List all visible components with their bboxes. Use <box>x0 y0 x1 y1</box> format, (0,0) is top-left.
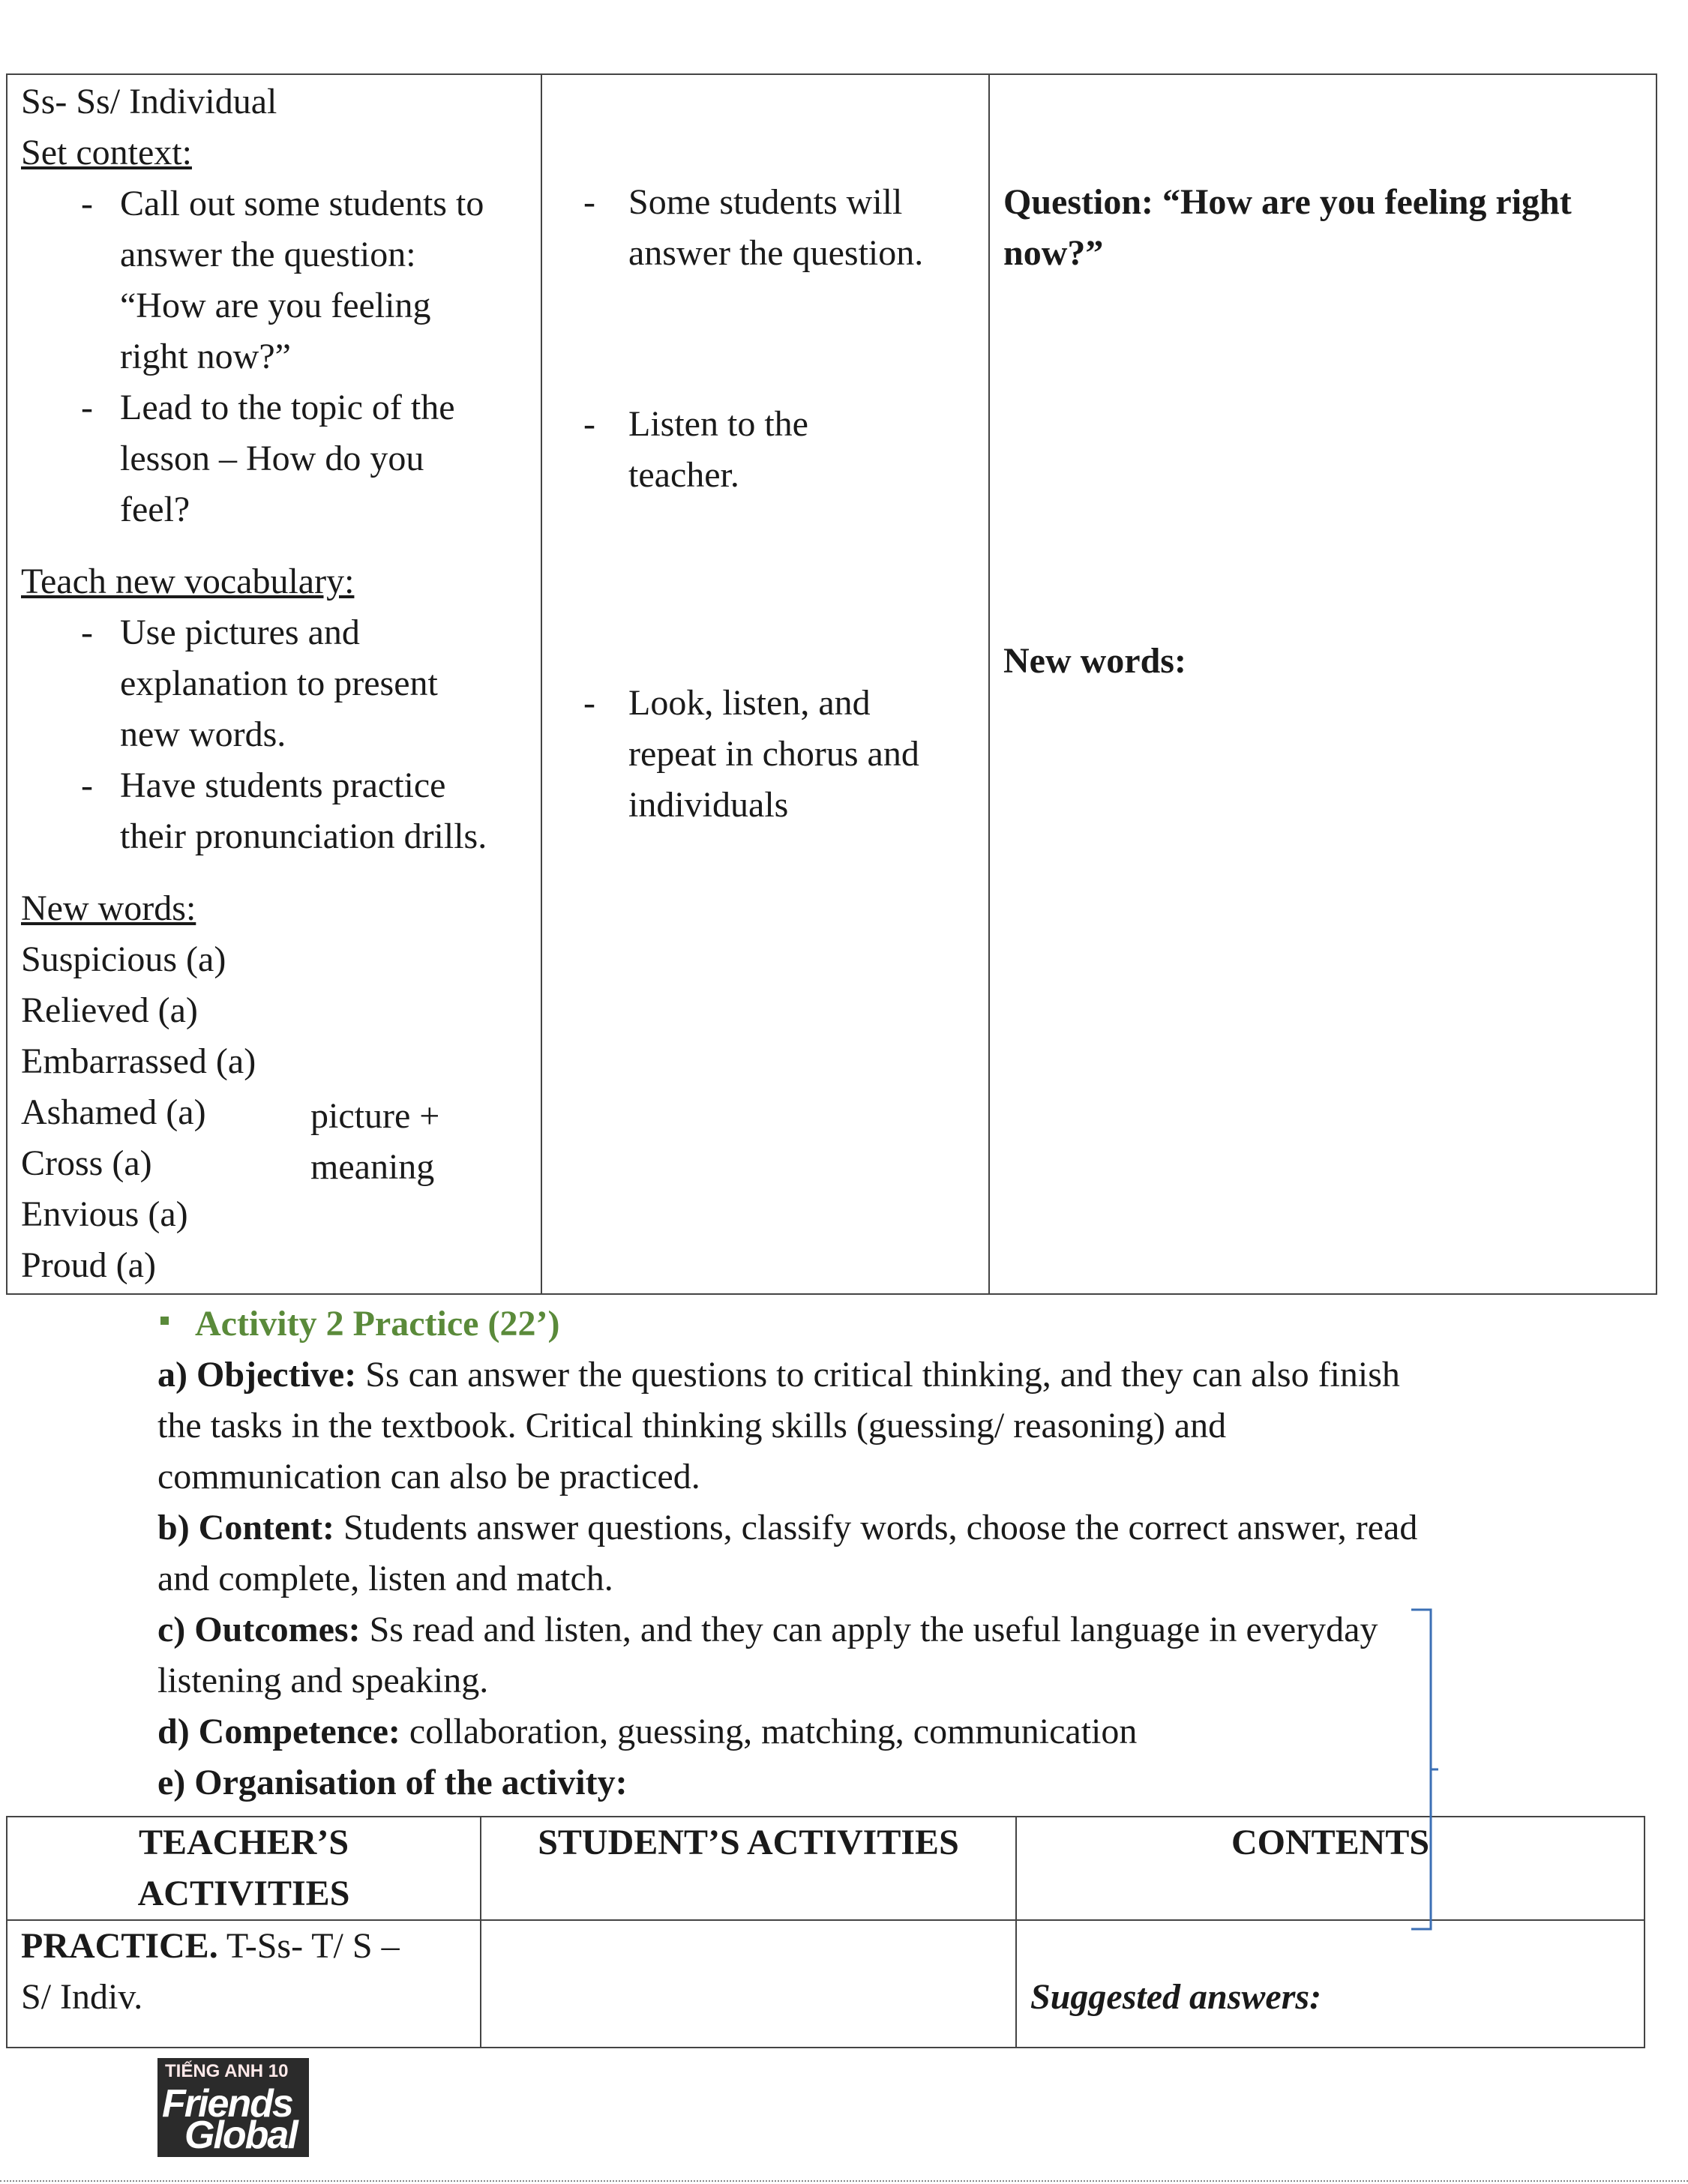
bullet-item: - Use pictures and explanation to present new words. <box>81 613 438 754</box>
student-activities-cell <box>541 74 989 1294</box>
new-words-heading: New words: <box>21 888 196 928</box>
square-bullet-icon <box>160 1317 169 1325</box>
bullet-item: - Some students will answer the question. <box>583 182 924 273</box>
bullet-item: - Listen to the teacher. <box>583 404 808 495</box>
new-word: Embarrassed (a) <box>21 1041 256 1081</box>
content-paragraph: b) Content: Students answer questions, classify words, choose the correct answer, read and complete, listen and match. <box>157 1508 1418 1598</box>
bullet-item: - Look, listen, and repeat in chorus and individuals <box>583 683 919 825</box>
picture-meaning-note: picture + meaning <box>310 1096 440 1187</box>
new-words-label: New words: <box>1003 641 1186 681</box>
practice-cell: PRACTICE. T-Ss- T/ S – S/ Indiv. <box>7 1920 481 2048</box>
objective-paragraph: a) Objective: Ss can answer the questions to critical thinking, and they can also finish the tasks in the textbook. Critical thinking skills (guessing/ reasoning) and communication can also be practiced. <box>157 1355 1400 1496</box>
activity2-table <box>6 1816 1645 2048</box>
suggested-answers-label: Suggested answers: <box>1030 1977 1322 2017</box>
new-word: Cross (a) <box>21 1143 152 1183</box>
activity2-title: Activity 2 Practice (22’) <box>157 1299 1522 1350</box>
teacher-activities-cell <box>7 74 541 1294</box>
question-text: Question: “How are you feeling right <box>1003 182 1572 222</box>
new-word: Ashamed (a) <box>21 1092 206 1132</box>
bullet-item: - Call out some students to answer the question: “How are you feeling right now?” <box>81 184 484 376</box>
competence-paragraph: d) Competence: collaboration, guessing, matching, communication <box>157 1712 1138 1751</box>
contents-practice-cell <box>1016 1920 1645 2048</box>
page-bottom-rule <box>0 2180 1688 2182</box>
new-word: Relieved (a) <box>21 990 198 1030</box>
bullet-item: - Lead to the topic of the lesson – How do you feel? <box>81 388 455 529</box>
activity1-table <box>6 73 1657 1295</box>
teach-vocab-heading: Teach new vocabulary: <box>21 562 355 601</box>
student-practice-cell <box>481 1920 1016 2048</box>
outcomes-paragraph: c) Outcomes: Ss read and listen, and they can apply the useful language in everyday listening and speaking. <box>157 1610 1378 1700</box>
new-word: Proud (a) <box>21 1245 156 1285</box>
activity2-section <box>157 1299 1522 1808</box>
interaction-mode: Ss- Ss/ Individual <box>21 82 277 121</box>
bullet-item: - Have students practice their pronunciation drills. <box>81 765 487 856</box>
new-word: Suspicious (a) <box>21 939 226 979</box>
header-student: STUDENT’S ACTIVITIES <box>481 1817 1016 1920</box>
new-word: Envious (a) <box>21 1194 188 1234</box>
bracket-annotation <box>1410 1608 1440 1931</box>
contents-cell: Question: “How are you feeling right now?” New words: <box>989 74 1657 1294</box>
header-contents: CONTENTS <box>1016 1817 1645 1920</box>
organisation-heading: e) Organisation of the activity: <box>157 1763 628 1802</box>
friends-global-logo: TIẾNG ANH 10 Friends Global <box>157 2058 309 2157</box>
header-teacher: TEACHER’S ACTIVITIES <box>7 1817 481 1920</box>
set-context-heading: Set context: <box>21 133 192 172</box>
